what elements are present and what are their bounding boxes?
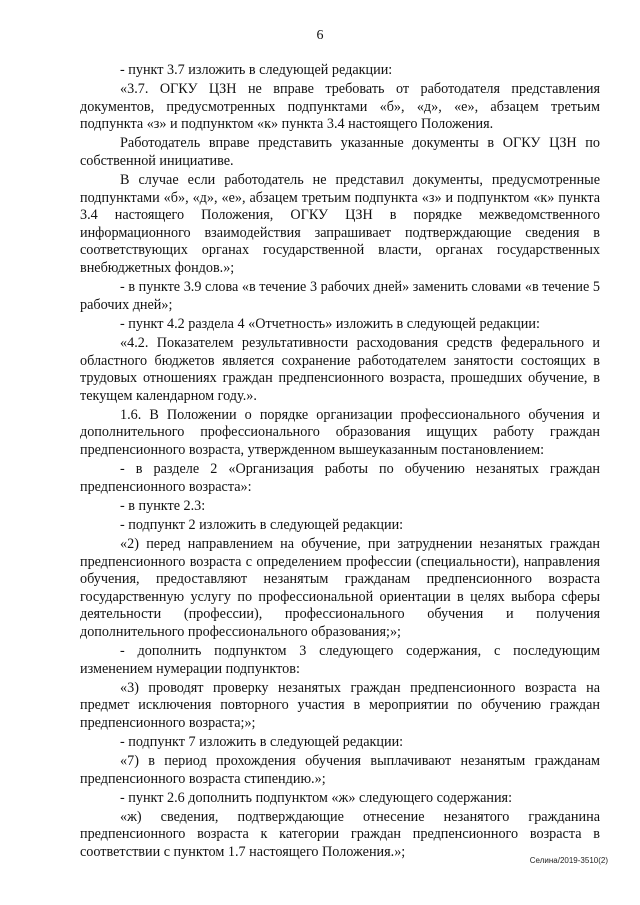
paragraph: - пункт 4.2 раздела 4 «Отчетность» изложить в следующей редакции: <box>120 315 540 332</box>
paragraph: - дополнить подпунктом 3 следующего содержания, с последующим изменением нумерации подпунктов: <box>80 643 600 677</box>
paragraph: «7) в период прохождения обучения выплачивают незанятым гражданам предпенсионного возраста стипендию.»; <box>80 753 600 787</box>
paragraph: - в пункте 3.9 слова «в течение 3 рабочих дней» заменить словами «в течение 5 рабочих дней»; <box>80 279 600 313</box>
page-number: 6 <box>316 28 324 43</box>
paragraph: - подпункт 7 изложить в следующей редакции: <box>120 733 404 750</box>
paragraph: «ж) сведения, подтверждающие отнесение незанятого гражданина предпенсионного возраста к категории граждан предпенсионного возраста в соответствии с пунктом 1.7 настоящего Положения.»; <box>80 808 600 861</box>
paragraph: 1.6. В Положении о порядке организации профессионального обучения и дополнительного профессионального образования ищущих работу граждан предпенсионного возраста, утвержденном вышеуказанным постановлением: <box>80 406 600 458</box>
paragraph: - в пункте 2.3: <box>120 497 206 514</box>
paragraph: - пункт 2.6 дополнить подпунктом «ж» следующего содержания: <box>120 789 513 806</box>
paragraph: В случае если работодатель не представил документы, предусмотренные подпунктами «б», «д», «е», абзацем третьим подпункта «з» и подпунктом «к» пункта 3.4 настоящего Положения, ОГКУ ЦЗН в порядке межведомственного информационного взаимодействия запрашивает подтверждающие сведения в соответствующих органах государственной власти, органах государственных внебюджетных фондов.»; <box>80 172 600 277</box>
paragraph: «4.2. Показателем результативности расходования средств федерального и областного бюджетов является сохранение работодателем занятости состоящих в трудовых отношениях граждан предпенсионного возраста, прошедших обучение, в текущем календарном году.». <box>80 334 600 404</box>
paragraph: - в разделе 2 «Организация работы по обучению незанятых граждан предпенсионного возраста»: <box>80 461 600 495</box>
document-body <box>80 62 600 863</box>
paragraph: «2) перед направлением на обучение, при затруднении незанятых граждан предпенсионного возраста с определением профессии (специальности), направления обучения, предоставляют незанятым гражданам предпенсионного возраста государственную услугу по профессиональной ориентации в целях выбора сферы деятельности (профессии), профессионального обучения и получения дополнительного профессионального образования;»; <box>80 535 600 640</box>
paragraph: Работодатель вправе представить указанные документы в ОГКУ ЦЗН по собственной инициативе. <box>80 135 600 169</box>
document-code: Селина/2019-3510(2) <box>529 856 608 865</box>
paragraph: «3.7. ОГКУ ЦЗН не вправе требовать от работодателя представления документов, предусмотренных подпунктами «б», «д», «е», абзацем третьим подпункта «з» и подпунктом «к» пункта 3.4 настоящего Положения. <box>80 81 600 133</box>
paragraph: - пункт 3.7 изложить в следующей редакции: <box>120 62 393 78</box>
paragraph: «3) проводят проверку незанятых граждан предпенсионного возраста на предмет исключения повторного участия в мероприятии по обучению граждан предпенсионного возраста;»; <box>80 679 600 731</box>
paragraph: - подпункт 2 изложить в следующей редакции: <box>120 516 404 533</box>
